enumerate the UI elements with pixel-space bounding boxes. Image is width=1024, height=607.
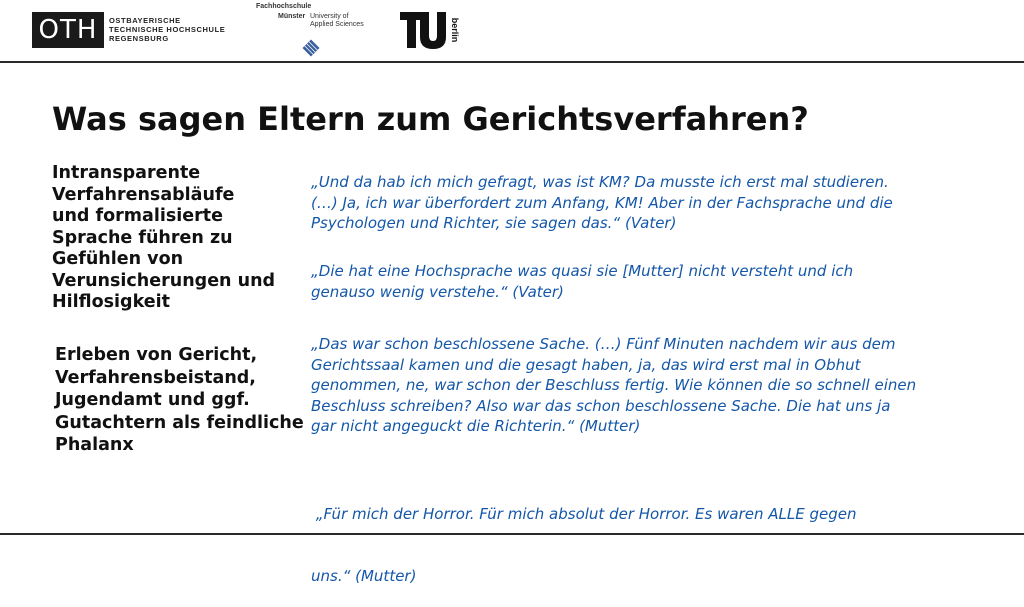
fh-muenster-logo <box>256 3 376 59</box>
header-divider <box>0 61 1024 63</box>
left-text-line: Phalanx <box>55 435 134 455</box>
quote-3 <box>311 334 991 437</box>
quote-line: Gerichtssaal kamen und die gesagt haben, ja, das wird erst mal in Obhut <box>311 355 861 374</box>
quote-line: „Für mich der Horror. Für mich absolut der Horror. Es waren ALLE gegen <box>311 505 857 523</box>
quote-line: genauso wenig verstehe.“ (Vater) <box>311 282 564 301</box>
quote-line: „Die hat eine Hochsprache was quasi sie [Mutter] nicht versteht und ich <box>311 262 854 280</box>
fh-name-line1: Fachhochschule <box>256 3 312 10</box>
left-text-line: und formalisierte <box>52 206 223 226</box>
left-text-line: Hilflosigkeit <box>52 292 170 312</box>
fh-emblem-icon <box>302 39 320 57</box>
left-text-line: Jugendamt und ggf. <box>55 390 250 410</box>
quote-line: genommen, ne, war schon der Beschluss fertig. Wie können die so schnell einen <box>311 376 917 394</box>
fh-english-name <box>310 13 364 29</box>
fh-english-line: University of <box>310 13 349 20</box>
quote-line: Psychologen und Richter, sie sagen das.“ (Vater) <box>311 214 677 232</box>
oth-logo <box>32 12 104 48</box>
left-text-block-2 <box>55 344 304 457</box>
oth-name <box>109 16 225 43</box>
oth-logo-text: OTH <box>38 15 98 45</box>
quote-line: „Und da hab ich mich gefragt, was ist KM? Da musste ich erst mal studieren. <box>311 173 889 191</box>
oth-name-line: OSTBAYERISCHE <box>109 16 181 25</box>
fh-name-line2: Münster <box>278 13 306 20</box>
left-text-line: Verfahrensbeistand, <box>55 367 256 388</box>
tu-berlin-logo <box>398 8 460 52</box>
left-text-line: Verunsicherungen und <box>52 270 276 291</box>
quote-1 <box>311 172 991 234</box>
left-text-line: Verfahrensabläufe <box>52 184 235 205</box>
quote-line: Beschluss schreiben? Also war das schon beschlossene Sache. Die hat uns ja <box>311 396 891 415</box>
logo-header <box>0 0 1024 62</box>
left-text-block-1 <box>52 163 275 314</box>
left-text-line: Erleben von Gericht, <box>55 345 258 365</box>
left-text-line: Sprache führen zu <box>52 227 233 248</box>
tu-logo-text: berlin <box>450 17 460 43</box>
quote-2 <box>311 261 991 302</box>
fh-english-line: Applied Sciences <box>310 21 364 28</box>
slide-title: Was sagen Eltern zum Gerichtsverfahren? <box>52 100 809 138</box>
quote-line: uns.“ (Mutter) <box>311 566 417 585</box>
quote-line: „Das war schon beschlossene Sache. (…) Fünf Minuten nachdem wir aus dem <box>311 335 896 353</box>
oth-name-line: TECHNISCHE HOCHSCHULE <box>109 25 226 34</box>
left-text-line: Intransparente <box>52 163 201 183</box>
oth-name-line: REGENSBURG <box>109 34 169 43</box>
quote-line: (…) Ja, ich war überfordert zum Anfang, KM! Aber in der Fachsprache und die <box>311 193 893 212</box>
quote-line: gar nicht angeguckt die Richterin.“ (Mutter) <box>311 417 641 435</box>
left-text-line: Gefühlen von <box>52 249 184 269</box>
footer-divider <box>0 533 1024 535</box>
left-text-line: Gutachtern als feindliche <box>55 412 304 433</box>
